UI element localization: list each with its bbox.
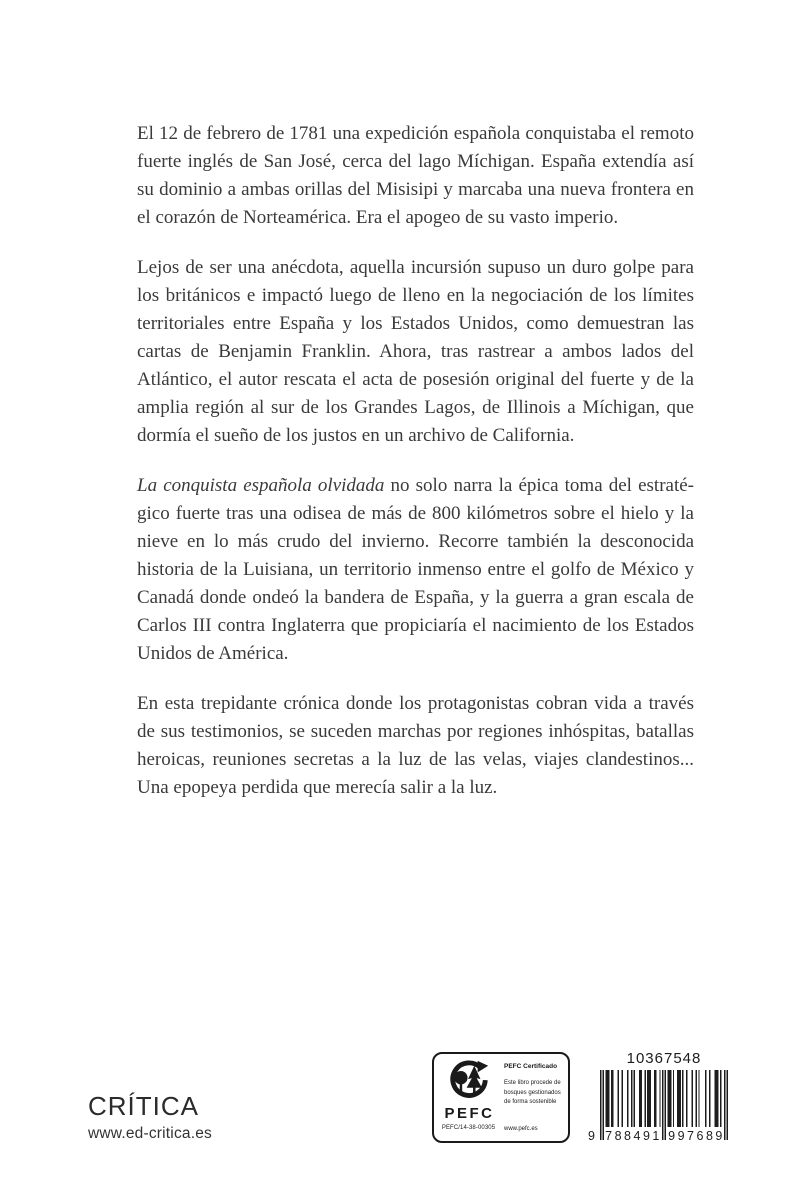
synopsis [137,120,694,824]
synopsis-paragraph-1 [137,120,694,232]
paragraph-text: En esta trepidante crónica donde los protagonistas cobran vida a través de sus testimonios, se suceden marchas por regiones inhóspitas, batallas heroicas, reuniones secretas a la luz de las velas, viajes clandestinos... Una epopeya perdida que merecía salir a la luz. [137,693,694,798]
book-title-italic: La conquista española olvidada [137,475,385,496]
pefc-license-number: PEFC/14-38-00305 [441,1125,496,1131]
pefc-description: Este libro procede de bosques gestionados de forma sostenible [504,1080,561,1106]
isbn-group-2: 997689 [668,1128,725,1143]
pefc-right-column [497,1059,562,1137]
paragraph-text: Lejos de ser una anécdota, aquella incursión supuso un duro golpe para los británicos e impactó luego de lleno en la negociación de los límites territoriales entre España y los Estados Unidos, como demuestran las cartas de Benjamin Franklin. Ahora, tras rastrear a ambos lados del Atlántico, el autor rescata el acta de posesión original del fuerte y de la amplia región al sur de los Grandes Lagos, de Illinois a Míchigan, que dormía el sueño de los justos en un archivo de California. [137,257,694,446]
synopsis-paragraph-3 [137,472,694,668]
isbn-group-1: 788491 [605,1128,662,1143]
pefc-certified-title: PEFC Certificado [504,1063,558,1070]
pefc-trees-icon [445,1059,493,1105]
barcode [588,1070,728,1143]
paragraph-text: El 12 de febrero de 1781 una expedición española conquistaba el remoto fuerte inglés de San José, cerca del lago Míchigan. España extendía así su dominio a ambas orillas del Misisipi y marcaba una nueva frontera en el corazón de Norteamérica. Era el apogeo de su vasto imperio. [137,123,694,228]
publisher-block [88,1093,212,1143]
pefc-website: www.pefc.es [504,1126,538,1132]
publisher-logo: CRÍTICA [88,1091,199,1121]
isbn-lead-digit: 9 [588,1128,595,1143]
synopsis-paragraph-2 [137,254,694,450]
pefc-left-column [440,1059,497,1137]
synopsis-paragraph-4 [137,690,694,802]
paragraph-text: no solo narra la épica toma del estratégico fuerte tras una odisea de más de 800 kilómetros sobre el hielo y la nieve en lo más crudo del invierno. Recorre también la desconocida historia de la Luisiana, un territorio inmenso entre el golfo de México y Canadá donde ondeó la bandera de España, y la guerra a gran escala de Carlos III contra Inglaterra que propiciaría el nacimiento de los Estados Unidos de América. [137,475,694,664]
pefc-label [432,1052,570,1143]
barcode-block [588,1050,730,1143]
barcode-top-number: 10367548 [626,1050,702,1067]
publisher-website: www.ed-critica.es [88,1125,212,1143]
pefc-wordmark: PEFC [444,1105,495,1122]
